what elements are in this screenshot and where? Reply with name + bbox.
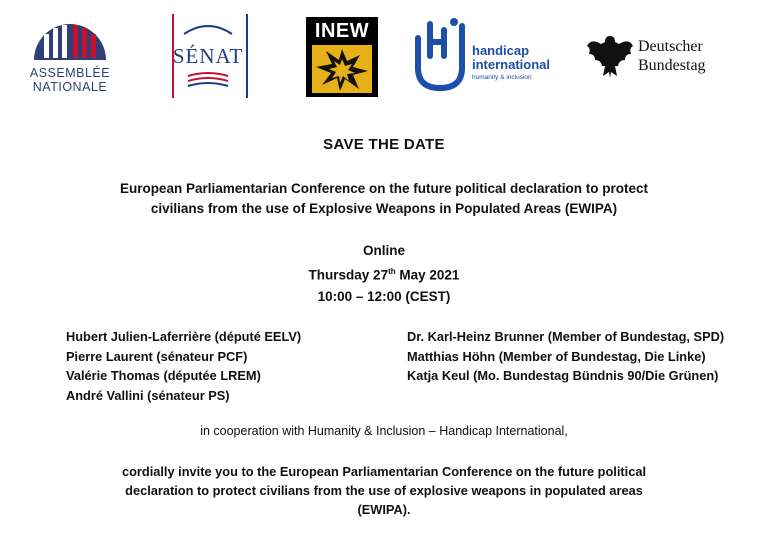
speaker-item: André Vallini (sénateur PS) — [66, 387, 230, 403]
speaker-item: Katja Keul (Mo. Bundestag Bündnis 90/Die Grünen) — [407, 368, 719, 383]
assemblee-text-line2: NATIONALE — [32, 80, 108, 94]
conference-title — [0, 179, 768, 219]
hand-icon — [412, 16, 468, 92]
senat-logo — [166, 14, 256, 104]
bundestag-text-line2: Bundestag — [638, 57, 706, 74]
bundestag-text-line1: Deutscher — [638, 38, 703, 55]
save-the-date-heading: SAVE THE DATE — [323, 136, 445, 153]
bundestag-logo — [585, 32, 735, 80]
assemblee-hemicycle-icon — [30, 10, 110, 64]
inew-logo — [306, 17, 378, 97]
senat-wave-icon — [166, 14, 250, 104]
invitation-line1: cordially invite you to the European Parliamentarian Conference on the future political — [121, 464, 647, 479]
event-month-year: May 2021 — [395, 267, 460, 283]
event-day-suffix: th — [388, 267, 396, 276]
conference-title-line1: European Parliamentarian Conference on the future political declaration to protect — [119, 181, 649, 196]
event-format: Online — [362, 243, 405, 258]
explosion-icon — [312, 45, 372, 93]
speakers-left-list — [66, 327, 301, 405]
handicap-tagline: humanity & inclusion — [472, 74, 532, 81]
senat-text: SÉNAT — [172, 44, 244, 68]
speaker-item: Matthias Höhn (Member of Bundestag, Die Linke) — [407, 348, 706, 364]
logo-bar — [0, 0, 768, 110]
handicap-text-line1: handicap — [472, 43, 530, 58]
handicap-international-logo — [412, 16, 558, 94]
event-day: Thursday 27 — [308, 267, 389, 283]
speaker-item: Valérie Thomas (députée LREM) — [66, 368, 261, 383]
speakers-right-list — [407, 327, 724, 386]
eagle-icon — [585, 32, 635, 80]
speaker-item: Hubert Julien-Laferrière (député EELV) — [66, 329, 302, 344]
event-date — [0, 261, 768, 286]
assemblee-nationale-logo — [24, 10, 116, 92]
invitation-text — [0, 462, 768, 519]
event-time: 10:00 – 12:00 (CEST) — [317, 288, 451, 304]
assemblee-text-line1: ASSEMBLÉE — [29, 66, 111, 80]
event-details — [0, 240, 768, 307]
handicap-text-line2: international — [472, 57, 551, 72]
invitation-line3: (EWIPA). — [357, 502, 411, 517]
speaker-item: Pierre Laurent (sénateur PCF) — [66, 348, 248, 364]
conference-title-line2: civilians from the use of Explosive Weapons in Populated Areas (EWIPA) — [150, 201, 618, 216]
speaker-item: Dr. Karl-Heinz Brunner (Member of Bundestag, SPD) — [407, 329, 725, 344]
inew-text: INEW — [314, 20, 370, 42]
invitation-line2: declaration to protect civilians from the use of explosive weapons in populated areas — [125, 483, 643, 498]
cooperation-line: in cooperation with Humanity & Inclusion – Handicap International, — [200, 424, 568, 438]
